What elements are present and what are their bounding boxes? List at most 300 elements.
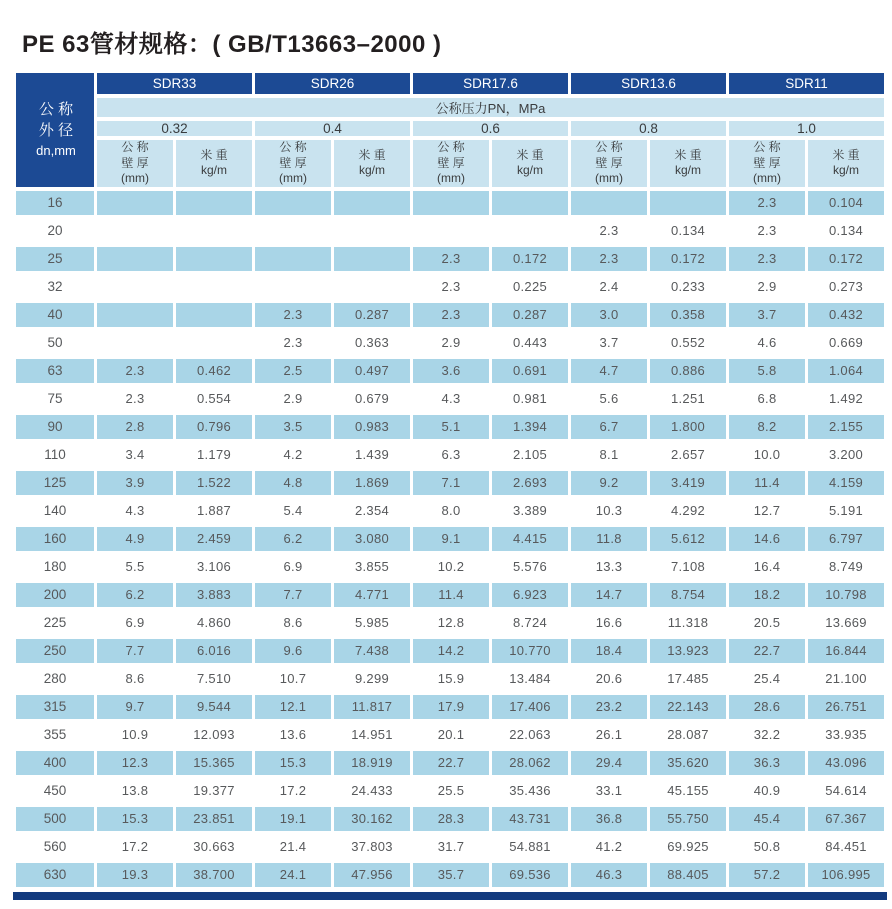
table-row-dn-125 [16,471,884,495]
data-cell: 19.377 [176,779,252,803]
data-cell: 2.3 [97,387,173,411]
data-cell: 9.2 [571,471,647,495]
data-cell [492,191,568,215]
data-cell: 11.8 [571,527,647,551]
data-cell [650,191,726,215]
data-cell: 5.1 [413,415,489,439]
data-cell: 7.7 [255,583,331,607]
data-cell: 8.6 [97,667,173,691]
table-row-dn-140 [16,499,884,523]
corner-line-3: dn,mm [36,143,76,159]
data-cell [334,247,410,271]
data-cell: 17.485 [650,667,726,691]
data-cell: 7.438 [334,639,410,663]
data-cell: 28.6 [729,695,805,719]
data-cell: 3.9 [97,471,173,495]
data-cell: 45.4 [729,807,805,831]
pressure-value-4: 1.0 [729,121,884,136]
data-cell: 2.3 [255,303,331,327]
data-cell [176,275,252,299]
data-cell: 22.7 [413,751,489,775]
subheader-row [16,140,884,187]
data-cell: 21.100 [808,667,884,691]
data-cell: 26.1 [571,723,647,747]
data-cell [571,191,647,215]
data-cell: 3.6 [413,359,489,383]
data-cell: 2.3 [413,275,489,299]
data-cell: 2.459 [176,527,252,551]
data-cell: 20.5 [729,611,805,635]
data-cell: 21.4 [255,835,331,859]
data-cell: 0.104 [808,191,884,215]
subheader-weight-1: 米 重 kg/m [334,140,410,187]
data-cell: 57.2 [729,863,805,887]
row-label: 25 [16,247,94,271]
data-cell: 8.6 [255,611,331,635]
data-cell: 12.1 [255,695,331,719]
data-cell: 0.432 [808,303,884,327]
data-cell: 0.134 [808,219,884,243]
data-cell [413,191,489,215]
data-cell: 9.299 [334,667,410,691]
data-cell: 2.9 [413,331,489,355]
pressure-title-row [16,98,884,117]
data-cell: 9.7 [97,695,173,719]
data-cell: 26.751 [808,695,884,719]
data-cell: 6.2 [255,527,331,551]
data-cell: 0.225 [492,275,568,299]
data-cell: 22.143 [650,695,726,719]
data-cell: 35.620 [650,751,726,775]
data-cell: 6.9 [97,611,173,635]
data-cell: 8.0 [413,499,489,523]
pressure-values-row [16,121,884,136]
row-label: 500 [16,807,94,831]
data-cell: 1.394 [492,415,568,439]
data-cell: 0.172 [492,247,568,271]
data-cell: 46.3 [571,863,647,887]
data-cell: 2.3 [413,303,489,327]
data-cell: 3.080 [334,527,410,551]
data-cell: 8.1 [571,443,647,467]
data-cell: 4.159 [808,471,884,495]
table-row-dn-160 [16,527,884,551]
data-cell: 10.770 [492,639,568,663]
data-cell [97,247,173,271]
data-cell: 3.7 [571,331,647,355]
table-row-dn-63 [16,359,884,383]
corner-header-outer-diameter [16,73,94,187]
data-cell: 6.9 [255,555,331,579]
data-cell: 43.731 [492,807,568,831]
data-cell: 2.9 [255,387,331,411]
data-cell: 10.9 [97,723,173,747]
row-label: 20 [16,219,94,243]
data-cell: 0.691 [492,359,568,383]
data-cell: 3.883 [176,583,252,607]
data-cell: 0.363 [334,331,410,355]
data-cell: 6.8 [729,387,805,411]
data-cell: 4.771 [334,583,410,607]
data-cell: 3.855 [334,555,410,579]
row-label: 200 [16,583,94,607]
row-label: 110 [16,443,94,467]
data-cell: 16.4 [729,555,805,579]
data-cell: 1.439 [334,443,410,467]
data-cell: 0.679 [334,387,410,411]
data-cell: 5.4 [255,499,331,523]
row-label: 63 [16,359,94,383]
data-cell: 2.3 [97,359,173,383]
data-cell: 31.7 [413,835,489,859]
data-cell: 22.063 [492,723,568,747]
corner-line-1: 公 称 [38,100,74,118]
data-cell: 4.6 [729,331,805,355]
data-cell: 11.817 [334,695,410,719]
data-cell: 1.179 [176,443,252,467]
data-cell: 5.985 [334,611,410,635]
table-row-dn-75 [16,387,884,411]
data-cell: 9.1 [413,527,489,551]
data-cell [492,219,568,243]
table-row-dn-16 [16,191,884,215]
data-cell [334,191,410,215]
table-body [16,191,884,887]
data-cell: 8.2 [729,415,805,439]
row-label: 50 [16,331,94,355]
data-cell: 40.9 [729,779,805,803]
data-cell: 50.8 [729,835,805,859]
data-cell: 35.436 [492,779,568,803]
data-cell: 6.016 [176,639,252,663]
data-cell: 6.7 [571,415,647,439]
data-cell: 35.7 [413,863,489,887]
data-cell: 4.3 [97,499,173,523]
data-cell: 14.7 [571,583,647,607]
data-cell: 2.9 [729,275,805,299]
data-cell: 25.5 [413,779,489,803]
data-cell: 12.3 [97,751,173,775]
sdr-header-3: SDR13.6 [571,73,726,94]
data-cell: 0.287 [492,303,568,327]
row-label: 125 [16,471,94,495]
data-cell: 5.6 [571,387,647,411]
data-cell: 41.2 [571,835,647,859]
table-row-dn-110 [16,443,884,467]
data-cell: 2.3 [255,331,331,355]
row-label: 40 [16,303,94,327]
data-cell: 15.365 [176,751,252,775]
pressure-header: 公称压力PN，MPa [97,98,884,117]
data-cell: 0.983 [334,415,410,439]
data-cell: 12.8 [413,611,489,635]
table-row-dn-40 [16,303,884,327]
data-cell: 9.6 [255,639,331,663]
data-cell: 19.3 [97,863,173,887]
sdr-header-1: SDR26 [255,73,410,94]
data-cell: 4.292 [650,499,726,523]
subheader-weight-0: 米 重 kg/m [176,140,252,187]
table-header [16,73,884,187]
data-cell: 14.951 [334,723,410,747]
data-cell: 69.925 [650,835,726,859]
data-cell: 33.935 [808,723,884,747]
table-row-dn-200 [16,583,884,607]
row-label: 160 [16,527,94,551]
data-cell: 1.251 [650,387,726,411]
subheader-weight-3: 米 重 kg/m [650,140,726,187]
data-cell: 2.693 [492,471,568,495]
data-cell: 0.287 [334,303,410,327]
sdr-header-0: SDR33 [97,73,252,94]
data-cell: 55.750 [650,807,726,831]
table-row-dn-225 [16,611,884,635]
sdr-header-row [16,73,884,94]
data-cell: 8.724 [492,611,568,635]
data-cell: 12.093 [176,723,252,747]
data-cell: 2.3 [729,247,805,271]
data-cell: 20.1 [413,723,489,747]
table-row-dn-180 [16,555,884,579]
data-cell: 4.9 [97,527,173,551]
data-cell: 88.405 [650,863,726,887]
data-cell: 6.797 [808,527,884,551]
data-cell: 20.6 [571,667,647,691]
data-cell: 0.554 [176,387,252,411]
table-row-dn-250 [16,639,884,663]
data-cell: 18.2 [729,583,805,607]
data-cell: 32.2 [729,723,805,747]
data-cell: 10.798 [808,583,884,607]
data-cell [176,303,252,327]
data-cell: 3.0 [571,303,647,327]
data-cell: 33.1 [571,779,647,803]
pressure-value-3: 0.8 [571,121,726,136]
table-row-dn-25 [16,247,884,271]
data-cell: 6.923 [492,583,568,607]
data-cell: 0.172 [808,247,884,271]
data-cell: 13.8 [97,779,173,803]
data-cell: 5.612 [650,527,726,551]
data-cell [413,219,489,243]
data-cell: 7.1 [413,471,489,495]
data-cell: 0.552 [650,331,726,355]
data-cell [334,275,410,299]
data-cell: 14.6 [729,527,805,551]
data-cell: 0.233 [650,275,726,299]
pressure-value-0: 0.32 [97,121,252,136]
data-cell [97,191,173,215]
data-cell: 2.4 [571,275,647,299]
data-cell: 11.4 [413,583,489,607]
data-cell: 28.062 [492,751,568,775]
data-cell: 36.8 [571,807,647,831]
table-row-dn-20 [16,219,884,243]
data-cell: 54.881 [492,835,568,859]
subheader-thickness-4: 公 称 壁 厚 (mm) [729,140,805,187]
data-cell: 3.200 [808,443,884,467]
row-label: 225 [16,611,94,635]
data-cell: 10.0 [729,443,805,467]
data-cell: 4.2 [255,443,331,467]
pressure-value-1: 0.4 [255,121,410,136]
pipe-spec-table [13,69,887,891]
data-cell: 10.7 [255,667,331,691]
data-cell [176,331,252,355]
data-cell: 13.3 [571,555,647,579]
data-cell: 7.7 [97,639,173,663]
data-cell: 18.919 [334,751,410,775]
data-cell: 1.869 [334,471,410,495]
data-cell: 16.6 [571,611,647,635]
data-cell [97,275,173,299]
data-cell: 29.4 [571,751,647,775]
row-label: 630 [16,863,94,887]
data-cell: 17.2 [97,835,173,859]
data-cell: 28.087 [650,723,726,747]
data-cell: 0.134 [650,219,726,243]
data-cell: 28.3 [413,807,489,831]
data-cell: 5.191 [808,499,884,523]
data-cell: 23.851 [176,807,252,831]
subheader-thickness-0: 公 称 壁 厚 (mm) [97,140,173,187]
data-cell: 45.155 [650,779,726,803]
data-cell: 0.886 [650,359,726,383]
sdr-header-4: SDR11 [729,73,884,94]
data-cell: 15.3 [255,751,331,775]
data-cell: 2.3 [729,191,805,215]
data-cell: 1.492 [808,387,884,411]
subheader-weight-4: 米 重 kg/m [808,140,884,187]
data-cell: 0.669 [808,331,884,355]
subheader-thickness-1: 公 称 壁 厚 (mm) [255,140,331,187]
data-cell: 7.510 [176,667,252,691]
data-cell [176,247,252,271]
data-cell: 38.700 [176,863,252,887]
table-row-dn-500 [16,807,884,831]
table-row-dn-355 [16,723,884,747]
data-cell: 2.155 [808,415,884,439]
data-cell: 4.415 [492,527,568,551]
data-cell: 47.956 [334,863,410,887]
data-cell: 1.800 [650,415,726,439]
data-cell: 1.887 [176,499,252,523]
data-cell: 13.923 [650,639,726,663]
table-row-dn-280 [16,667,884,691]
data-cell [255,191,331,215]
data-cell [255,219,331,243]
data-cell: 0.796 [176,415,252,439]
data-cell: 84.451 [808,835,884,859]
data-cell: 30.162 [334,807,410,831]
data-cell: 5.8 [729,359,805,383]
data-cell: 4.7 [571,359,647,383]
data-cell [176,191,252,215]
data-cell: 13.6 [255,723,331,747]
corner-line-2: 外 径 [38,122,74,140]
data-cell [97,219,173,243]
row-label: 75 [16,387,94,411]
data-cell: 4.860 [176,611,252,635]
row-label: 315 [16,695,94,719]
table-row-dn-50 [16,331,884,355]
data-cell: 0.172 [650,247,726,271]
data-cell: 17.2 [255,779,331,803]
bottom-bar [13,892,887,900]
data-cell: 17.406 [492,695,568,719]
data-cell: 30.663 [176,835,252,859]
subheader-thickness-2: 公 称 壁 厚 (mm) [413,140,489,187]
data-cell: 2.3 [571,219,647,243]
data-cell: 2.105 [492,443,568,467]
row-label: 280 [16,667,94,691]
data-cell: 5.5 [97,555,173,579]
page-title: PE 63管材规格：( GB/T13663–2000 ) [22,31,442,58]
data-cell: 14.2 [413,639,489,663]
data-cell: 7.108 [650,555,726,579]
data-cell: 0.273 [808,275,884,299]
row-label: 560 [16,835,94,859]
data-cell: 13.669 [808,611,884,635]
data-cell: 67.367 [808,807,884,831]
data-cell: 4.8 [255,471,331,495]
table-row-dn-32 [16,275,884,299]
data-cell: 24.433 [334,779,410,803]
data-cell: 106.995 [808,863,884,887]
data-cell: 1.522 [176,471,252,495]
data-cell [334,219,410,243]
data-cell: 22.7 [729,639,805,663]
data-cell [97,331,173,355]
data-cell: 37.803 [334,835,410,859]
data-cell: 5.576 [492,555,568,579]
row-label: 16 [16,191,94,215]
data-cell: 9.544 [176,695,252,719]
row-label: 140 [16,499,94,523]
data-cell: 8.749 [808,555,884,579]
data-cell: 1.064 [808,359,884,383]
data-cell: 2.5 [255,359,331,383]
data-cell: 16.844 [808,639,884,663]
data-cell: 17.9 [413,695,489,719]
row-label: 90 [16,415,94,439]
data-cell [255,247,331,271]
data-cell: 13.484 [492,667,568,691]
data-cell: 25.4 [729,667,805,691]
data-cell: 3.5 [255,415,331,439]
pressure-value-2: 0.6 [413,121,568,136]
data-cell: 0.443 [492,331,568,355]
data-cell: 36.3 [729,751,805,775]
row-label: 400 [16,751,94,775]
data-cell: 2.3 [571,247,647,271]
data-cell: 12.7 [729,499,805,523]
table-row-dn-630 [16,863,884,887]
subheader-weight-2: 米 重 kg/m [492,140,568,187]
table-row-dn-400 [16,751,884,775]
data-cell: 10.2 [413,555,489,579]
data-cell: 6.2 [97,583,173,607]
data-cell: 54.614 [808,779,884,803]
data-cell: 0.981 [492,387,568,411]
data-cell: 4.3 [413,387,489,411]
data-cell: 2.657 [650,443,726,467]
row-label: 355 [16,723,94,747]
data-cell: 3.389 [492,499,568,523]
data-cell: 24.1 [255,863,331,887]
row-label: 450 [16,779,94,803]
table-row-dn-90 [16,415,884,439]
